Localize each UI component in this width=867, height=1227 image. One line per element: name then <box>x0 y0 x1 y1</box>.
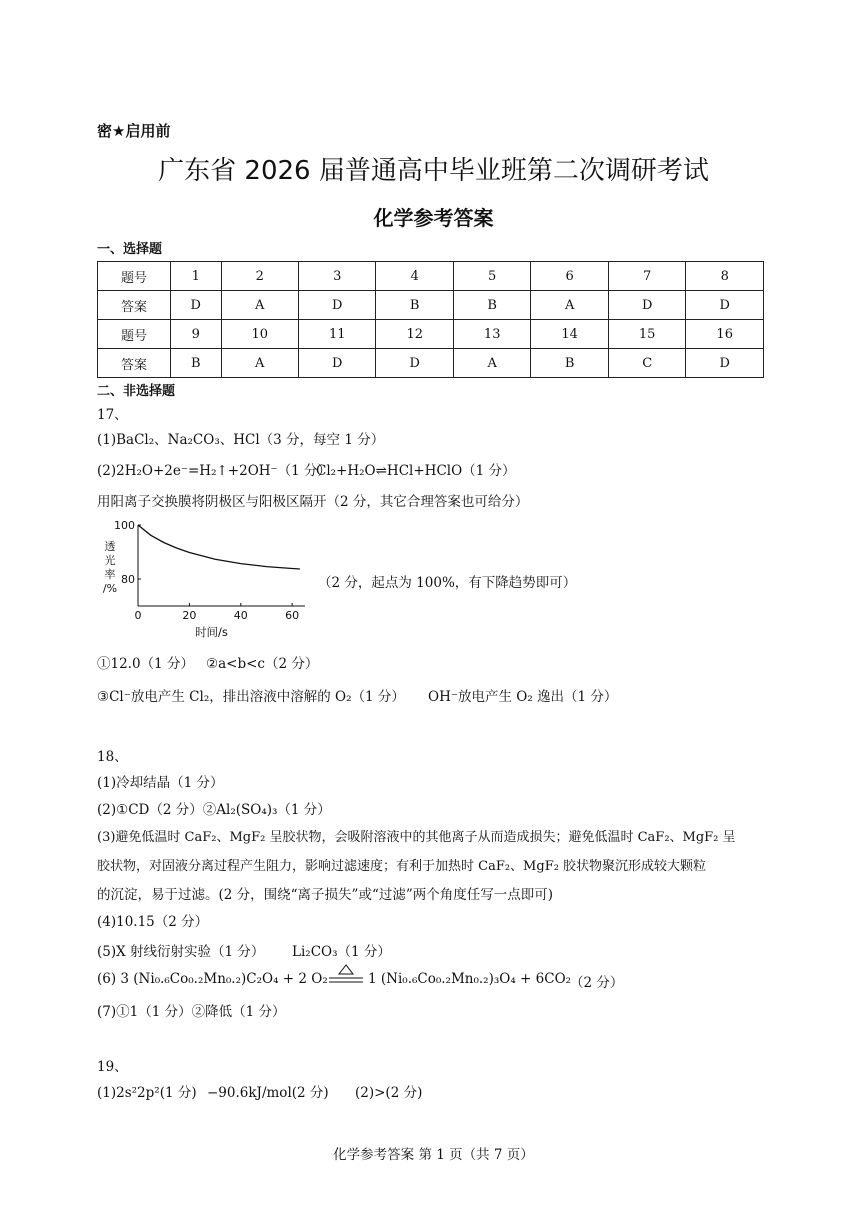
table-cell: 3 <box>298 262 375 291</box>
q17-line-1: (1)BaCl₂、Na₂CO₃、HCl（3 分，每空 1 分） <box>97 432 385 448</box>
q19-line-1c: (2)>(2 分) <box>355 1085 423 1101</box>
q18-line-3a: (3)避免低温时 CaF₂、MgF₂ 呈胶状物，会吸附溶液中的其他离子从而造成损失；避免低温时 CaF₂、MgF₂ 呈 <box>97 830 736 845</box>
table-cell: D <box>376 349 453 378</box>
answer-table <box>97 261 764 378</box>
y-tick-label: 100 <box>114 519 135 532</box>
q17-line-2b: Cl₂+H₂O⇌HCl+HClO（1 分） <box>316 463 516 479</box>
table-cell: A <box>221 349 298 378</box>
table-cell: D <box>171 291 222 320</box>
section-heading-nonchoice: 二、非选择题 <box>97 384 176 399</box>
table-cell: D <box>608 291 685 320</box>
x-axis-label: 时间/s <box>195 625 228 639</box>
row-label: 答案 <box>98 291 171 320</box>
q17-line-2a: (2)2H₂O+2e⁻=H₂↑+2OH⁻（1 分） <box>97 463 332 479</box>
table-cell: 13 <box>453 320 530 349</box>
q18-line-3b: 胶状物，对固液分离过程产生阻力，影响过滤速度；有利于加热时 CaF₂、MgF₂ 胶状物聚沉形成较大颗粒 <box>97 859 707 874</box>
table-cell: D <box>686 349 764 378</box>
q18-line-5b: Li₂CO₃（1 分） <box>292 944 391 960</box>
table-row <box>98 349 764 378</box>
table-cell: B <box>376 291 453 320</box>
chart-axes <box>138 525 305 606</box>
q19-line-1a: (1)2s²2p²(1 分) <box>97 1085 197 1101</box>
q18-line-1: (1)冷却结晶（1 分） <box>97 775 224 791</box>
table-cell: D <box>686 291 764 320</box>
q17-line-5b: OH⁻放电产生 O₂ 逸出（1 分） <box>428 689 618 705</box>
table-cell: B <box>453 291 530 320</box>
section-heading-choice: 一、选择题 <box>97 242 163 257</box>
table-cell: C <box>608 349 685 378</box>
q18-line-4: (4)10.15（2 分） <box>97 914 209 930</box>
q18-line-2: (2)①CD（2 分）②Al₂(SO₄)₃（1 分） <box>97 802 331 818</box>
x-tick-label: 0 <box>134 609 142 622</box>
table-cell: 6 <box>531 262 608 291</box>
row-label: 题号 <box>98 320 171 349</box>
table-cell: 10 <box>221 320 298 349</box>
table-cell: A <box>453 349 530 378</box>
table-cell: 9 <box>171 320 222 349</box>
q19-line-1b: −90.6kJ/mol(2 分) <box>207 1085 329 1101</box>
table-row <box>98 262 764 291</box>
x-tick-label: 20 <box>182 609 197 622</box>
y-axis-label: 透光率/% <box>102 540 118 595</box>
page-footer: 化学参考答案 第 1 页（共 7 页） <box>333 1147 534 1163</box>
table-cell: 8 <box>686 262 764 291</box>
q18-line-6a: (6) 3 (Ni₀.₆Co₀.₂Mn₀.₂)C₂O₄ + 2 O₂ <box>97 971 328 987</box>
q17-line-5a: ③Cl⁻放电产生 Cl₂，排出溶液中溶解的 O₂（1 分） <box>97 689 405 705</box>
table-row <box>98 320 764 349</box>
q17-number: 17、 <box>97 407 128 423</box>
table-cell: 16 <box>686 320 764 349</box>
q18-line-3c: 的沉淀，易于过滤。(2 分，围绕“离子损失”或“过滤”两个角度任写一点即可) <box>97 887 554 903</box>
chart-note: （2 分，起点为 100%，有下降趋势即可） <box>318 575 577 591</box>
row-label: 答案 <box>98 349 171 378</box>
x-tick-label: 60 <box>285 609 300 622</box>
chart-series <box>138 525 300 569</box>
table-cell: B <box>531 349 608 378</box>
row-label: 题号 <box>98 262 171 291</box>
page-title: 广东省 2026 届普通高中毕业班第二次调研考试 <box>158 156 709 186</box>
table-cell: 12 <box>376 320 453 349</box>
chart-labels <box>103 519 299 639</box>
heat-condition-arrow-icon <box>328 964 364 986</box>
table-row <box>98 291 764 320</box>
q17-line-3: 用阳离子交换膜将阴极区与阳极区隔开（2 分，其它合理答案也可给分） <box>97 494 529 510</box>
table-cell: D <box>298 349 375 378</box>
q19-number: 19、 <box>97 1059 128 1075</box>
table-cell: B <box>171 349 222 378</box>
q18-line-6c: （2 分） <box>570 975 624 991</box>
y-tick-label: 80 <box>121 573 135 586</box>
q18-number: 18、 <box>97 749 128 765</box>
q18-line-5a: (5)X 射线衍射实验（1 分） <box>97 944 265 960</box>
q17-line-4b: ②a<b<c（2 分） <box>206 656 319 672</box>
table-cell: 2 <box>221 262 298 291</box>
q17-line-4a: ①12.0（1 分） <box>97 656 194 672</box>
table-cell: 15 <box>608 320 685 349</box>
table-cell: 11 <box>298 320 375 349</box>
transmittance-chart <box>100 516 310 646</box>
table-cell: A <box>531 291 608 320</box>
table-cell: A <box>221 291 298 320</box>
table-cell: 5 <box>453 262 530 291</box>
table-cell: 1 <box>171 262 222 291</box>
table-cell: 7 <box>608 262 685 291</box>
page-subtitle: 化学参考答案 <box>373 206 494 230</box>
table-cell: 14 <box>531 320 608 349</box>
q18-line-7: (7)①1（1 分）②降低（1 分） <box>97 1004 286 1020</box>
table-cell: 4 <box>376 262 453 291</box>
table-cell: D <box>298 291 375 320</box>
x-tick-label: 40 <box>233 609 248 622</box>
q18-line-6b: 1 (Ni₀.₆Co₀.₂Mn₀.₂)₃O₄ + 6CO₂ <box>368 971 572 987</box>
confidential-mark: 密★启用前 <box>97 122 171 140</box>
series-line <box>138 525 300 569</box>
